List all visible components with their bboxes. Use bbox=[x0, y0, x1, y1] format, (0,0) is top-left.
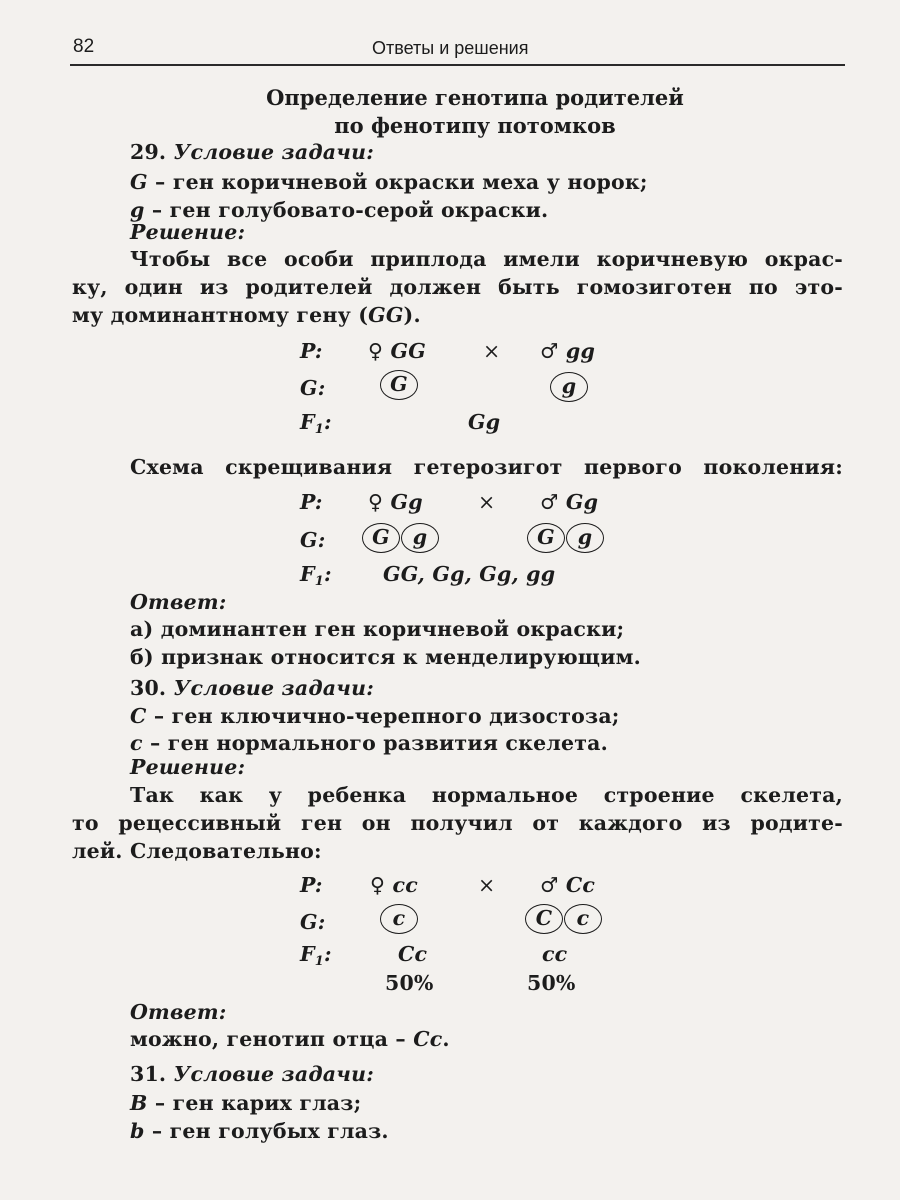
problem-number: 31. bbox=[130, 1062, 167, 1086]
scheme-f1-value: Gg bbox=[468, 410, 501, 434]
section-title-line-2: по фенотипу потомков bbox=[334, 113, 616, 138]
gamete bbox=[380, 904, 418, 934]
running-title: Ответы и решения bbox=[372, 38, 529, 58]
f-subscript: 1 bbox=[314, 422, 325, 437]
gamete-circle: g bbox=[550, 372, 588, 402]
answer-line bbox=[130, 1027, 450, 1051]
gene-symbol: G bbox=[130, 170, 148, 194]
gene-symbol: b bbox=[130, 1119, 145, 1143]
gene-symbol: C bbox=[130, 704, 147, 728]
gamete-pair bbox=[527, 523, 604, 553]
gene-line bbox=[130, 704, 620, 728]
scheme-p-label: P: bbox=[300, 873, 323, 897]
paragraph-line: Чтобы все особи приплода имели коричневую окрас- bbox=[130, 247, 843, 271]
scheme-p-label: P: bbox=[300, 490, 323, 514]
cross-symbol: × bbox=[483, 339, 501, 363]
scheme-male: ♂ gg bbox=[540, 339, 595, 363]
gamete-circle: G bbox=[380, 370, 418, 400]
text-fragment: можно, генотип отца – bbox=[130, 1027, 414, 1051]
gamete-circle: g bbox=[566, 523, 604, 553]
gamete bbox=[380, 370, 418, 400]
scheme-g-label: G: bbox=[300, 910, 326, 934]
f-colon: : bbox=[324, 562, 332, 586]
problem-29-heading bbox=[130, 140, 374, 164]
scheme-male: ♂ Gg bbox=[540, 490, 599, 514]
gene-line bbox=[130, 731, 608, 755]
gene-description: – ген карих глаз; bbox=[147, 1091, 362, 1115]
f-colon: : bbox=[324, 942, 332, 966]
gamete-pair bbox=[525, 904, 602, 934]
offspring-percent: 50% bbox=[385, 971, 434, 995]
condition-label: Условие задачи: bbox=[173, 1062, 374, 1086]
scheme-f1-label bbox=[300, 562, 332, 589]
genotype: GG bbox=[368, 303, 404, 327]
gene-description: – ген голубовато-серой окраски. bbox=[144, 198, 549, 222]
gene-description: – ген голубых глаз. bbox=[144, 1119, 389, 1143]
paragraph-line bbox=[72, 303, 421, 327]
scheme-female: ♀ Gg bbox=[368, 490, 423, 514]
problem-30-heading bbox=[130, 676, 374, 700]
f-letter: F bbox=[300, 562, 315, 586]
problem-31-heading bbox=[130, 1062, 374, 1086]
gamete-circle: G bbox=[527, 523, 565, 553]
gene-symbol: B bbox=[130, 1091, 148, 1115]
gamete-circle: c bbox=[564, 904, 602, 934]
text-fragment: . bbox=[442, 1027, 450, 1051]
scheme-f1-label bbox=[300, 410, 332, 437]
text-fragment: ). bbox=[403, 303, 421, 327]
gene-symbol: c bbox=[130, 731, 143, 755]
gene-symbol: g bbox=[130, 198, 145, 222]
problem-number: 30. bbox=[130, 676, 167, 700]
page-number: 82 bbox=[73, 36, 95, 57]
f-letter: F bbox=[300, 942, 315, 966]
condition-label: Условие задачи: bbox=[173, 676, 374, 700]
paragraph-line: ку, один из родителей должен быть гомозиготен по это- bbox=[72, 275, 843, 299]
gene-description: – ген нормального развития скелета. bbox=[142, 731, 608, 755]
f-colon: : bbox=[324, 410, 332, 434]
answer-label: Ответ: bbox=[130, 590, 227, 614]
paragraph-line: Так как у ребенка нормальное строение скелета, bbox=[130, 783, 843, 807]
problem-number: 29. bbox=[130, 140, 167, 164]
gene-description: – ген ключично-черепного дизостоза; bbox=[146, 704, 620, 728]
scheme-male: ♂ Cc bbox=[540, 873, 596, 897]
f-subscript: 1 bbox=[314, 954, 325, 969]
cross-symbol: × bbox=[478, 490, 496, 514]
f-subscript: 1 bbox=[314, 574, 325, 589]
gene-line bbox=[130, 170, 648, 194]
answer-line: б) признак относится к менделирующим. bbox=[130, 645, 641, 669]
scheme-2-title: Схема скрещивания гетерозигот первого поколения: bbox=[130, 455, 843, 479]
gene-line bbox=[130, 1119, 389, 1143]
scheme-f1-label bbox=[300, 942, 332, 969]
gene-line bbox=[130, 198, 548, 222]
f-letter: F bbox=[300, 410, 315, 434]
section-title-line-1: Определение генотипа родителей bbox=[266, 85, 684, 110]
gamete bbox=[550, 372, 588, 402]
gamete-pair bbox=[362, 523, 439, 553]
gene-line bbox=[130, 1091, 361, 1115]
scheme-female: ♀ cc bbox=[370, 873, 418, 897]
condition-label: Условие задачи: bbox=[173, 140, 374, 164]
gamete-circle: g bbox=[401, 523, 439, 553]
offspring-genotype: cc bbox=[542, 942, 568, 966]
solution-label: Решение: bbox=[130, 755, 246, 779]
offspring-percent: 50% bbox=[527, 971, 576, 995]
gamete-circle: G bbox=[362, 523, 400, 553]
text-fragment: му доминантному гену ( bbox=[72, 303, 369, 327]
scheme-f1-value: GG, Gg, Gg, gg bbox=[383, 562, 556, 586]
scheme-p-label: P: bbox=[300, 339, 323, 363]
genotype: Cc bbox=[413, 1027, 443, 1051]
gene-description: – ген коричневой окраски меха у норок; bbox=[147, 170, 648, 194]
solution-label: Решение: bbox=[130, 220, 246, 244]
scheme-g-label: G: bbox=[300, 376, 326, 400]
scheme-female: ♀ GG bbox=[368, 339, 426, 363]
header-rule bbox=[70, 64, 845, 66]
scheme-g-label: G: bbox=[300, 528, 326, 552]
answer-line: а) доминантен ген коричневой окраски; bbox=[130, 617, 625, 641]
section-title bbox=[130, 84, 820, 140]
offspring-genotype: Cc bbox=[398, 942, 428, 966]
paragraph-line: лей. Следовательно: bbox=[72, 839, 322, 863]
answer-label: Ответ: bbox=[130, 1000, 227, 1024]
paragraph-line: то рецессивный ген он получил от каждого из родите- bbox=[72, 811, 843, 835]
cross-symbol: × bbox=[478, 873, 496, 897]
gamete-circle: c bbox=[380, 904, 418, 934]
gamete-circle: C bbox=[525, 904, 563, 934]
